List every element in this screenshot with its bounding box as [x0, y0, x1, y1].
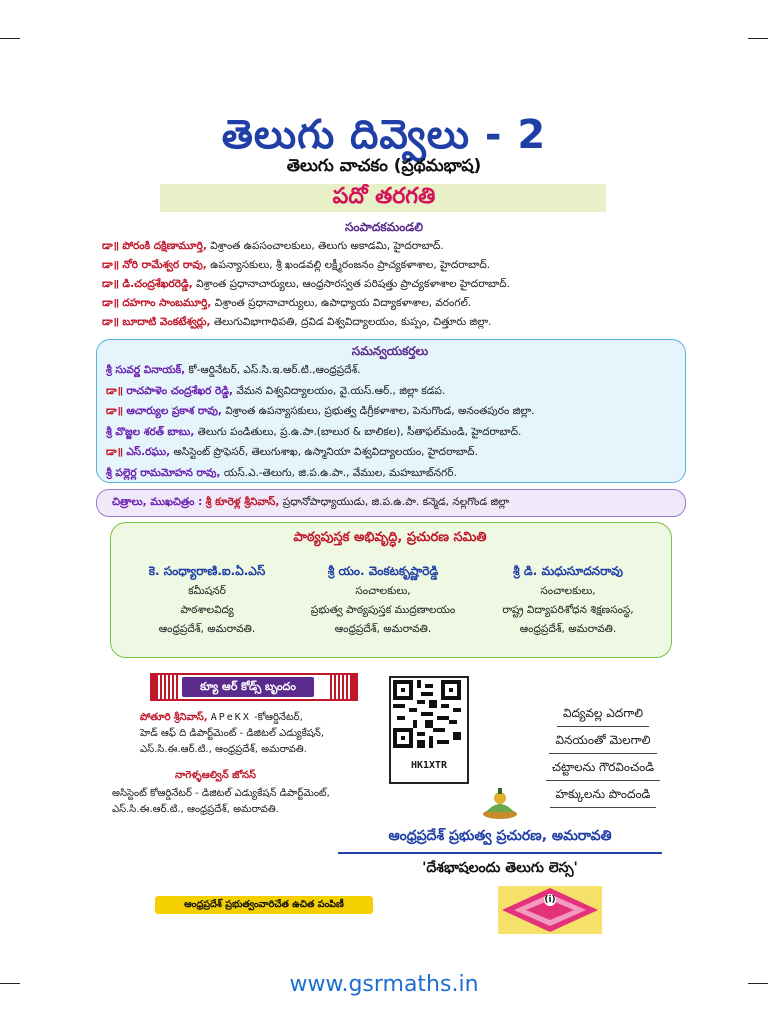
member-name: కె. సంధ్యారాణి.ఐ.ఏ.ఎస్	[148, 564, 266, 578]
editor-row	[102, 312, 722, 332]
member-line: ఆంధ్రప్రదేశ్, అమరావతి.	[519, 623, 617, 635]
coordinator-row	[106, 360, 686, 381]
crop-mark-tr	[748, 38, 768, 39]
editor-desc: విశ్రాంత ప్రధానాచార్యులు, ఆంధ్రసారస్వత పరిషత్తు ప్రాచ్యకళాశాల హైదరాబాద్.	[196, 278, 511, 290]
editor-row	[102, 293, 722, 313]
qr-code-icon	[393, 680, 461, 748]
committee-member-2	[293, 560, 473, 639]
member-line: సంచాలకులు,	[540, 585, 596, 597]
committee-heading: పాఠ్యపుస్తక అభివృద్ధి, ప్రచురణ సమితి	[293, 530, 487, 545]
coordinator-name: శ్రీ వొజ్జల శరత్ బాబు,	[106, 425, 195, 438]
member-line: ప్రభుత్వ పాఠ్యపుస్తక ముద్రణాలయం	[310, 604, 456, 616]
coordinator-row	[106, 442, 686, 463]
badge-stripe	[330, 675, 348, 699]
coordinator-name: ఎస్.రఘు,	[126, 446, 171, 458]
poem-text-1: విద్యవల్ల ఎదగాలి	[557, 700, 649, 727]
qr-team-badge	[150, 673, 358, 701]
qr-person-1-role: -కోఆర్డినేటర్,	[254, 712, 303, 723]
committee-member-3	[478, 560, 658, 639]
member-name: శ్రీ యం. వెంకటకృష్ణారెడ్డి	[327, 564, 439, 578]
editor-prefix: డా॥	[102, 316, 119, 328]
coordinator-desc: విశ్రాంత ఉపన్యాసకులు, ప్రభుత్వ డిగ్రీకళాశాల, పెనుగొండ, అనంతపురం జిల్లా.	[225, 405, 535, 417]
illustration-credit	[112, 489, 509, 515]
poem-line-1	[528, 700, 678, 727]
qr-person-2-line1: అసిస్టెంట్ కోఆర్డినేటర్ - డిజిటల్ ఎడ్యుకేషన్ డిపార్ట్‌మెంట్,	[112, 788, 330, 799]
free-distribution-badge: ఆంధ్రప్రదేశ్ ప్రభుత్వంవారిచేత ఉచిత పంపిణీ	[155, 896, 373, 914]
coordinator-desc: తెలుగు పండితులు, ప్ర.ఉ.పా.(బాలుర & బాలికల), సీతాఫల్‌మండి, హైదరాబాద్.	[197, 425, 522, 438]
coordinator-name: శ్రీ పల్లెర్ల రామమోహన రావు,	[106, 466, 221, 479]
qr-person-1-name: పోతూరి శ్రీనివాస్,	[140, 712, 208, 723]
editor-name: పోరంకి దక్షిణామూర్తి,	[122, 240, 207, 252]
badge-stripe	[160, 675, 178, 699]
coordinator-desc: కో-ఆర్డినేటర్, ఎస్.సి.ఇ.ఆర్.టి.,ఆంధ్రప్రదేశ్.	[188, 364, 361, 376]
coordinator-row	[106, 422, 686, 443]
qr-person-1-tag: APeKX	[210, 712, 251, 723]
poem-text-3: చట్టాలను గౌరవించండి	[546, 754, 660, 781]
editor-prefix: డా॥	[102, 259, 119, 271]
coordinators-heading: సమన్వయకర్తలు	[351, 344, 429, 358]
editor-row	[102, 236, 722, 256]
qr-person-2-line2: ఎస్.సి.ఈ.ఆర్.టి., ఆంధ్రప్రదేశ్, అమరావతి.	[112, 804, 279, 815]
motto: 'దేశభాషలందు తెలుగు లెస్స'	[422, 860, 578, 876]
editor-desc: విశ్రాంత ప్రధానాచార్యులు, ఉపాధ్యాయ విద్యాకళాశాల, వరంగల్.	[214, 297, 472, 309]
coordinator-prefix: డా॥	[106, 446, 123, 458]
coordinator-row	[106, 463, 686, 484]
qr-code-text: HK1XTR	[410, 760, 448, 771]
editor-prefix: డా॥	[102, 240, 119, 252]
editor-desc: విశ్రాంత ఉపసంచాలకులు, తెలుగు అకాడమి, హైదరాబాద్.	[210, 240, 444, 252]
grade-label: పదో తరగతి	[332, 184, 436, 209]
illustrator-name: శ్రీ కూరెళ్ల శ్రీనివాస్,	[205, 496, 280, 508]
member-line: సంచాలకులు,	[355, 585, 411, 597]
committee-member-1	[117, 560, 297, 639]
illustration-label: చిత్రాలు, ముఖచిత్రం :	[112, 496, 203, 508]
member-line: రాష్ట్ర విద్యాపరిశోధన శిక్షణసంస్థ,	[502, 604, 634, 616]
editor-row	[102, 274, 722, 294]
coordinator-name: శ్రీ సువర్ణ వినాయక్,	[106, 364, 186, 376]
poem-block	[528, 700, 678, 808]
qr-person-1-line2: హెడ్ ఆఫ్ ది డిపార్ట్‌మెంట్ - డిజిటల్ ఎడ్యుకేషన్,	[140, 728, 325, 739]
editor-name: దహగాం సాంబమూర్తి,	[122, 297, 212, 309]
coordinator-prefix: డా॥	[106, 405, 123, 417]
editor-name: డి.చంద్రశేఖరరెడ్డి,	[122, 278, 193, 290]
emblem-icon	[480, 786, 520, 820]
qr-person-1	[140, 710, 303, 726]
member-line: ఆంధ్రప్రదేశ్, అమరావతి.	[158, 623, 256, 635]
editor-name: నోరి రామేశ్వర రావు,	[122, 259, 207, 271]
footer-url[interactable]: www.gsrmaths.in	[289, 972, 479, 997]
coordinator-desc: అసిస్టెంట్ ప్రొఫెసర్, తెలుగుశాఖ, ఉస్మానియా విశ్వవిద్యాలయం, హైదరాబాద్.	[173, 446, 478, 458]
page-number: (i)	[544, 895, 556, 905]
editor-row	[102, 255, 722, 275]
coordinator-prefix: డా॥	[106, 384, 123, 397]
crop-mark-tl	[0, 38, 20, 39]
publisher-name: ఆంధ్రప్రదేశ్ ప్రభుత్వ ప్రచురణ, అమరావతి	[388, 828, 612, 844]
qr-team-label: క్యూ ఆర్ కోడ్స్ బృందం	[182, 677, 314, 697]
book-title: తెలుగు దివ్వెలు - 2	[221, 112, 547, 158]
coordinator-desc: వేమన విశ్వవిద్యాలయం, వై.యస్.ఆర్., జిల్లా కడప.	[236, 384, 446, 397]
poem-line-3	[528, 754, 678, 781]
illustrator-desc: ప్రధానోపాధ్యాయుడు, జి.ప.ఉ.పా. కన్మెడ, నల్లగొండ జిల్లా	[282, 496, 510, 508]
coordinator-row	[106, 401, 686, 422]
poem-line-2	[528, 727, 678, 754]
poem-text-4: హక్కులను పొందండి	[550, 781, 657, 808]
coordinator-name: ఆచార్యుల ప్రకాశ రావు,	[126, 405, 222, 417]
qr-person-2	[175, 768, 256, 784]
publisher-divider	[338, 852, 662, 854]
editor-prefix: డా॥	[102, 297, 119, 309]
editors-heading: సంపాదకమండలి	[344, 220, 424, 234]
member-line: కమీషనర్	[188, 585, 226, 597]
member-name: శ్రీ డి. మధుసూదనరావు	[513, 564, 623, 578]
coordinator-desc: యస్.ఎ.-తెలుగు, జి.ప.ఉ.పా., వేముల, మహబూబ్‌నగర్.	[223, 466, 457, 479]
coordinator-name: రాచపాళెం చంద్రశేఖర రెడ్డి,	[126, 384, 234, 397]
book-subtitle: తెలుగు వాచకం (ప్రథమభాష)	[286, 156, 482, 176]
qr-person-2-name: నాగెళ్ళఆల్విన్ జోనస్	[175, 770, 257, 781]
editor-desc: తెలుగువిభాగాధిపతి, ద్రవిడ విశ్వవిద్యాలయం, కుప్పం, చిత్తూరు జిల్లా.	[213, 316, 492, 328]
editor-name: బూదాటి వెంకటేశ్వర్లు,	[122, 316, 211, 328]
member-line: ఆంధ్రప్రదేశ్, అమరావతి.	[334, 623, 432, 635]
poem-line-4	[528, 781, 678, 808]
editor-desc: ఉపన్యాసకులు, శ్రీ ఖండవల్లి లక్ష్మీరంజనం ప్రాచ్యకళాశాల, హైదరాబాద్.	[210, 259, 491, 271]
qr-person-1-line3: ఎస్.సి.ఈ.ఆర్.టి., ఆంధ్రప్రదేశ్, అమరావతి.	[140, 744, 307, 755]
editor-prefix: డా॥	[102, 278, 119, 290]
member-line: పాఠశాలవిద్య	[180, 604, 234, 616]
poem-text-2: వినయంతో మెలగాలి	[549, 727, 656, 754]
coordinator-row	[106, 381, 686, 402]
